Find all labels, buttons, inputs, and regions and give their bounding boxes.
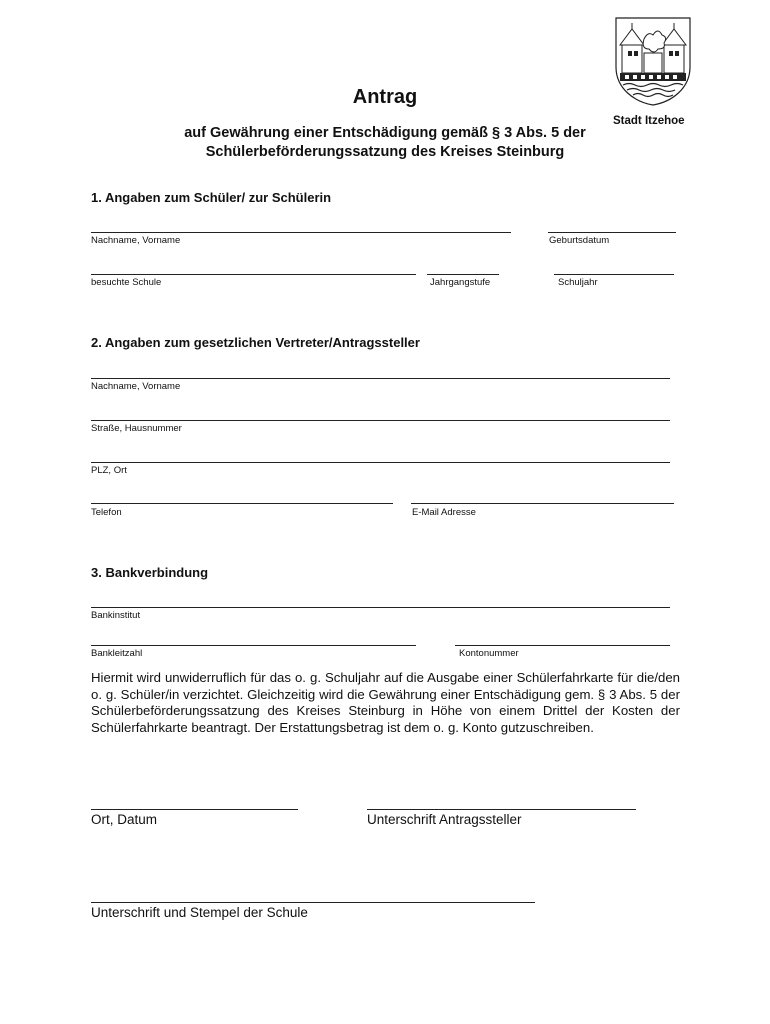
page-subtitle [0,124,770,162]
section-1-heading: 1. Angaben zum Schüler/ zur Schülerin [91,190,332,205]
applicant-signature-field[interactable] [367,809,636,810]
street-field[interactable] [91,420,670,421]
section-2-heading: 2. Angaben zum gesetzlichen Vertreter/Antragssteller [91,335,420,350]
city-name: Stadt Itzehoe [613,115,685,127]
grade-field[interactable] [427,274,499,275]
email-field[interactable] [411,503,674,504]
birthdate-label: Geburtsdatum [549,235,610,246]
account-number-field[interactable] [455,645,670,646]
student-name-field[interactable] [91,232,511,233]
postal-city-field[interactable] [91,462,670,463]
subtitle-line-1: auf Gewährung einer Entschädigung gemäß § 3 Abs. 5 der [184,125,586,141]
applicant-signature-label: Unterschrift Antragssteller [367,812,522,827]
subtitle-line-2: Schülerbeförderungssatzung des Kreises Steinburg [205,144,565,160]
postal-city-label: PLZ, Ort [91,465,127,476]
school-signature-field[interactable] [91,902,535,903]
declaration-text: Hiermit wird unwiderruflich für das o. g. Schuljahr auf die Ausgabe einer Schülerfahrkarte für die/den o. g. Schüler/in verzichtet. Gleichzeitig wird die Gewährung einer Entschädigung gem. § 3 Abs. 5 der Schülerbeförderungssatzung des Kreises Steinburg in Höhe von einem Drittel der Kosten der Schülerfahrkarte beantragt. Der Erstattungsbetrag ist dem o. g. Konto gutzuschreiben. [91,670,680,735]
school-year-label: Schuljahr [558,277,598,288]
school-signature-label: Unterschrift und Stempel der Schule [91,905,308,920]
phone-field[interactable] [91,503,393,504]
place-date-field[interactable] [91,809,298,810]
email-label: E-Mail Adresse [412,507,476,518]
street-label: Straße, Hausnummer [91,423,182,434]
grade-label: Jahrgangstufe [430,277,491,288]
place-date-label: Ort, Datum [91,812,158,827]
guardian-name-field[interactable] [91,378,670,379]
page-title: Antrag [352,86,418,108]
sort-code-label: Bankleitzahl [91,648,143,659]
account-number-label: Kontonummer [459,648,519,659]
bank-label: Bankinstitut [91,610,141,621]
school-year-field[interactable] [554,274,674,275]
phone-label: Telefon [91,507,122,518]
school-field[interactable] [91,274,416,275]
school-label: besuchte Schule [91,277,162,288]
section-3-heading: 3. Bankverbindung [91,565,209,580]
student-name-label: Nachname, Vorname [91,235,181,246]
guardian-name-label: Nachname, Vorname [91,381,181,392]
sort-code-field[interactable] [91,645,416,646]
birthdate-field[interactable] [548,232,676,233]
bank-field[interactable] [91,607,670,608]
